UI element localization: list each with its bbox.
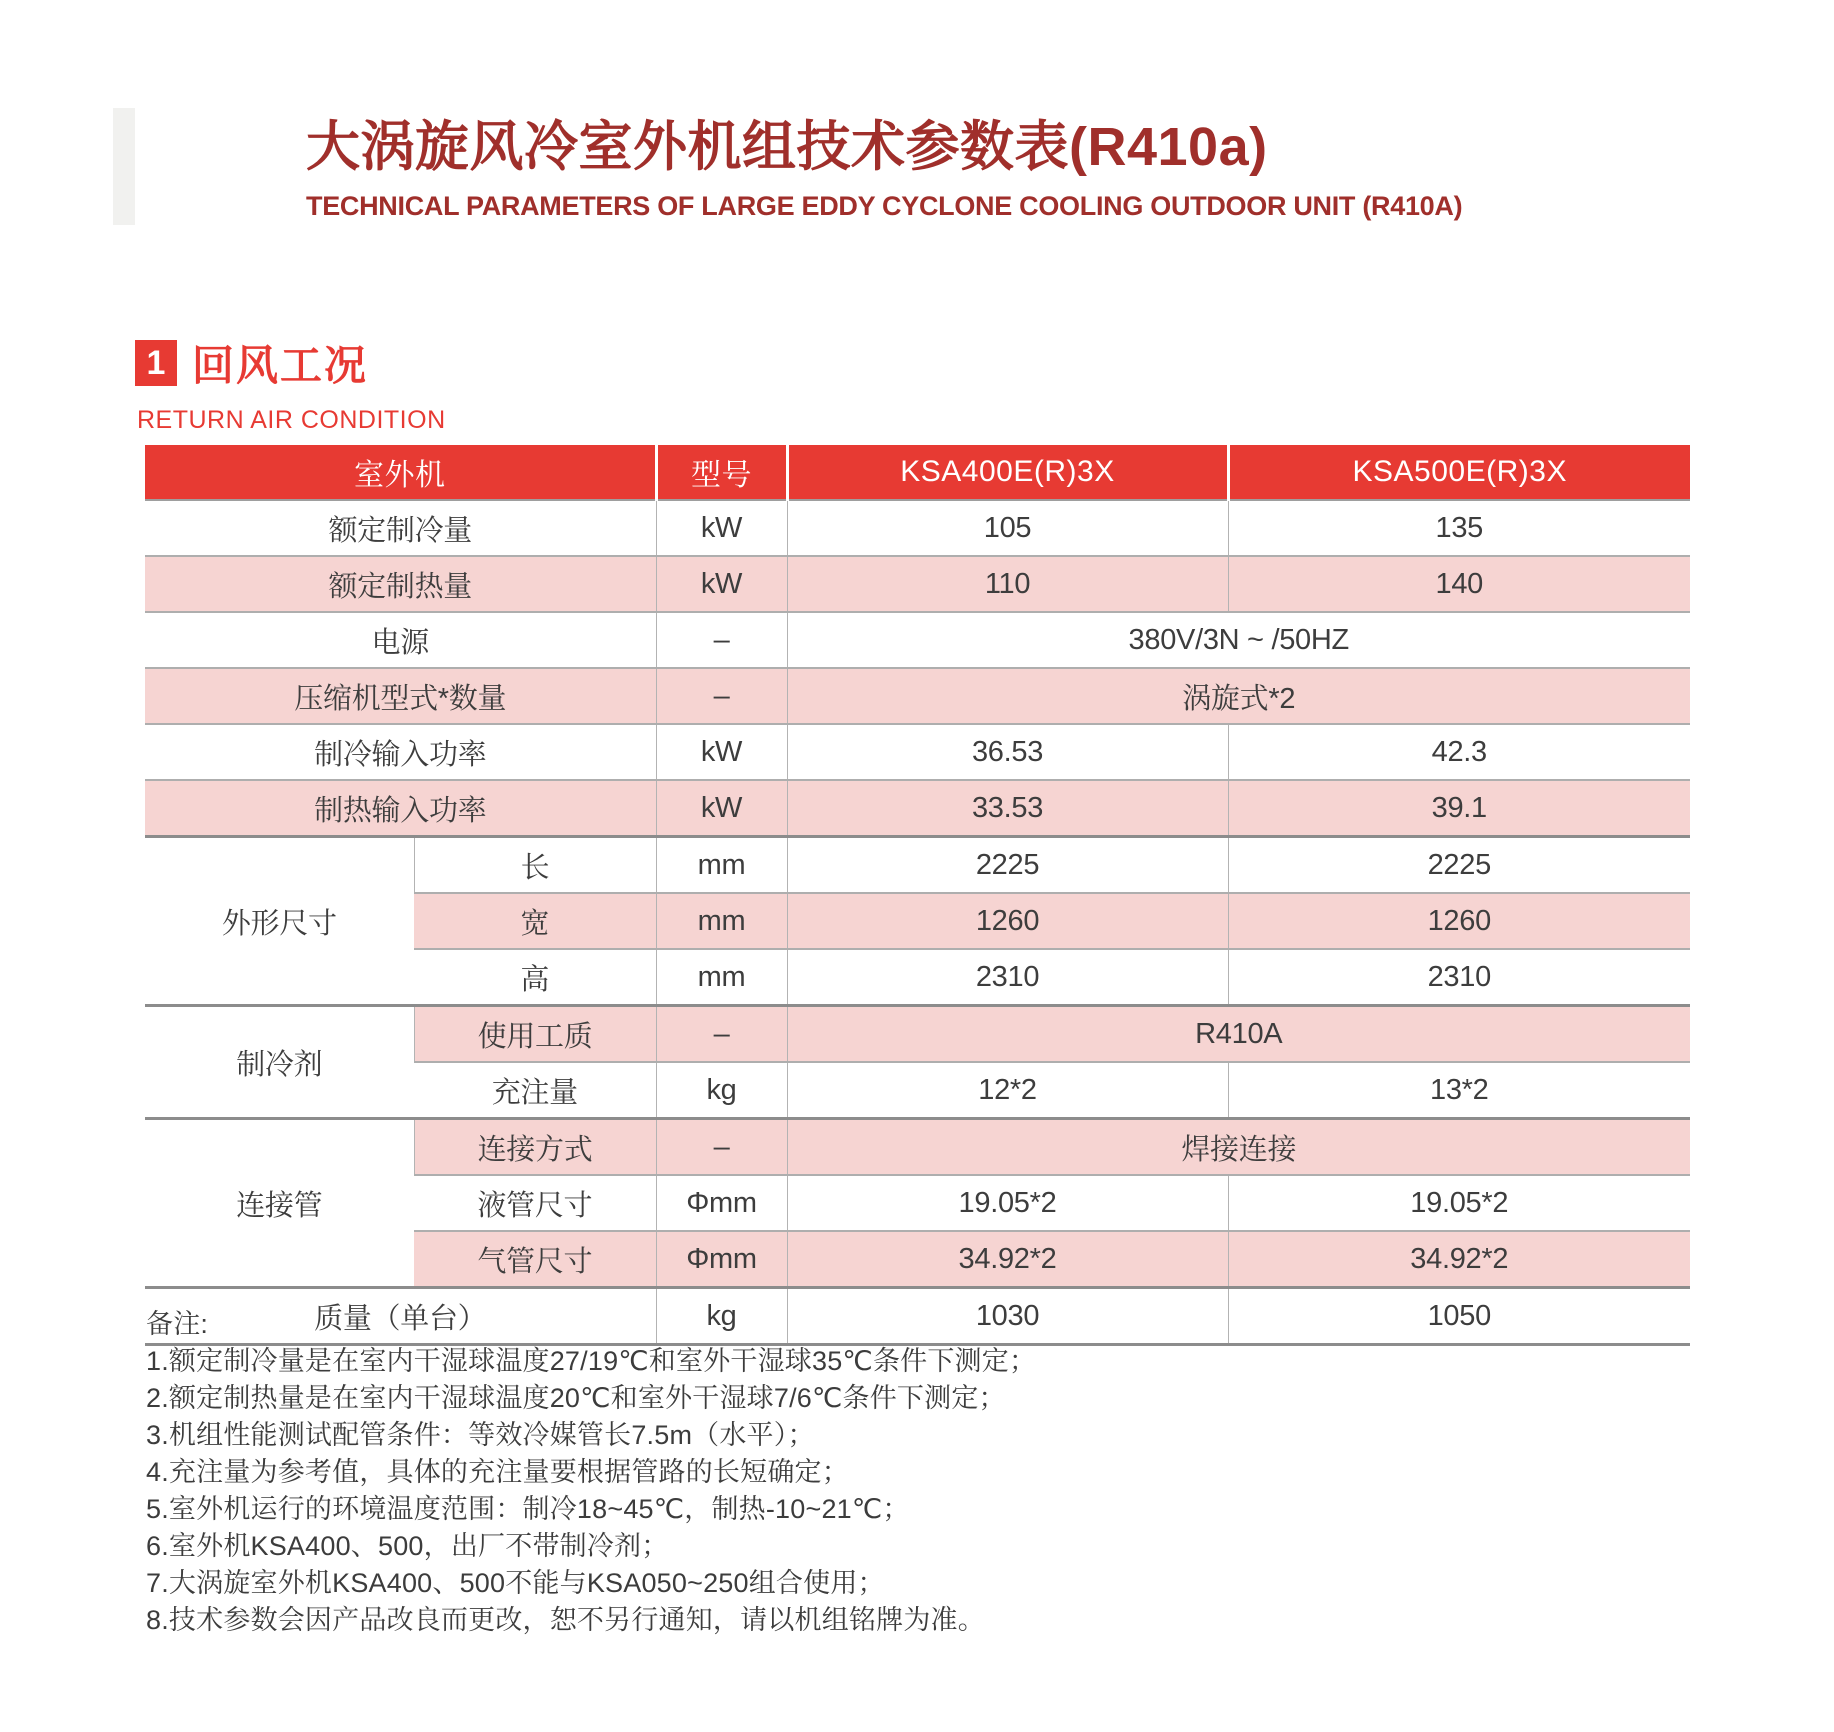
table-cell: 1030 [787, 1288, 1228, 1345]
table-cell: 33.53 [787, 780, 1228, 837]
table-cell: mm [656, 837, 787, 894]
table-header-cell: KSA500E(R)3X [1228, 445, 1690, 500]
table-cell: 涡旋式*2 [787, 668, 1690, 724]
table-cell: 19.05*2 [1228, 1175, 1690, 1231]
table-cell: kW [656, 500, 787, 556]
table-cell: R410A [787, 1006, 1690, 1063]
page-header [306, 116, 1462, 222]
table-cell: – [656, 612, 787, 668]
table-cell: 气管尺寸 [414, 1231, 656, 1288]
note-line: 2.额定制热量是在室内干湿球温度20℃和室外干湿球7/6℃条件下测定； [146, 1383, 1006, 1413]
table-cell: 额定制热量 [145, 556, 656, 612]
table-row [145, 1119, 1690, 1176]
table-group-cell: 制冷剂 [145, 1006, 414, 1119]
table-row [145, 837, 1690, 894]
table-cell: 1260 [1228, 893, 1690, 949]
note-line: 3.机组性能测试配管条件：等效冷媒管长7.5m（水平）； [146, 1420, 815, 1450]
table-cell: 34.92*2 [787, 1231, 1228, 1288]
table-cell: kW [656, 556, 787, 612]
table-cell: 充注量 [414, 1062, 656, 1119]
table-group-cell: 连接管 [145, 1119, 414, 1288]
table-cell: 19.05*2 [787, 1175, 1228, 1231]
table-cell: kW [656, 780, 787, 837]
table-cell: 140 [1228, 556, 1690, 612]
table-cell: 1260 [787, 893, 1228, 949]
table-group-cell: 外形尺寸 [145, 837, 414, 1006]
table-cell: 液管尺寸 [414, 1175, 656, 1231]
table-cell: 2225 [1228, 837, 1690, 894]
table-cell: kg [656, 1288, 787, 1345]
page-subtitle: TECHNICAL PARAMETERS OF LARGE EDDY CYCLONE COOLING OUTDOOR UNIT (R410A) [306, 191, 1463, 221]
table-cell: 压缩机型式*数量 [145, 668, 656, 724]
note-line: 4.充注量为参考值，具体的充注量要根据管路的长短确定； [146, 1457, 849, 1487]
spec-table-body [145, 500, 1690, 1345]
note-line: 1.额定制冷量是在室内干湿球温度27/19℃和室外干湿球35℃条件下测定； [146, 1346, 1037, 1376]
table-cell: 13*2 [1228, 1062, 1690, 1119]
section-subtitle: RETURN AIR CONDITION [137, 406, 446, 434]
table-cell: 110 [787, 556, 1228, 612]
table-header-cell: KSA400E(R)3X [787, 445, 1228, 500]
table-cell: – [656, 1006, 787, 1063]
table-cell: Φmm [656, 1175, 787, 1231]
note-line: 6.室外机KSA400、500，出厂不带制冷剂； [146, 1531, 669, 1561]
table-cell: 135 [1228, 500, 1690, 556]
table-cell: 高 [414, 949, 656, 1006]
table-cell: kW [656, 724, 787, 780]
table-cell: 制热输入功率 [145, 780, 656, 837]
table-header-row [145, 445, 1690, 500]
table-cell: 380V/3N ~ /50HZ [787, 612, 1690, 668]
table-cell: 宽 [414, 893, 656, 949]
table-cell: 36.53 [787, 724, 1228, 780]
table-cell: Φmm [656, 1231, 787, 1288]
scan-artifact-bar [113, 108, 135, 225]
table-cell: 1050 [1228, 1288, 1690, 1345]
table-cell: 2310 [1228, 949, 1690, 1006]
table-cell: 连接方式 [414, 1119, 656, 1176]
table-cell: 2225 [787, 837, 1228, 894]
table-row [145, 500, 1690, 556]
table-cell: 电源 [145, 612, 656, 668]
table-row [145, 724, 1690, 780]
table-cell: 2310 [787, 949, 1228, 1006]
section-title: 回风工况 [192, 342, 369, 389]
table-header-cell: 型号 [656, 445, 787, 500]
notes-label: 备注: [146, 1309, 209, 1339]
table-header-cell: 室外机 [145, 445, 656, 500]
section-number-badge: 1 [135, 340, 177, 386]
table-cell: mm [656, 893, 787, 949]
table-cell: 12*2 [787, 1062, 1228, 1119]
table-cell: 34.92*2 [1228, 1231, 1690, 1288]
table-row [145, 556, 1690, 612]
table-cell: 质量（单台） [145, 1288, 656, 1345]
table-row [145, 1006, 1690, 1063]
table-cell: mm [656, 949, 787, 1006]
notes [146, 1306, 1036, 1639]
note-line: 7.大涡旋室外机KSA400、500不能与KSA050~250组合使用； [146, 1568, 885, 1598]
table-cell: – [656, 1119, 787, 1176]
page-title: 大涡旋风冷室外机组技术参数表(R410a) [306, 117, 1268, 177]
table-cell: 39.1 [1228, 780, 1690, 837]
spec-table-head [145, 445, 1690, 500]
table-cell: kg [656, 1062, 787, 1119]
spec-table [145, 445, 1690, 1346]
table-cell: 焊接连接 [787, 1119, 1690, 1176]
table-cell: 额定制冷量 [145, 500, 656, 556]
table-cell: 42.3 [1228, 724, 1690, 780]
note-line: 5.室外机运行的环境温度范围：制冷18~45℃，制热-10~21℃； [146, 1494, 910, 1524]
table-row [145, 612, 1690, 668]
table-cell: 105 [787, 500, 1228, 556]
table-cell: 使用工质 [414, 1006, 656, 1063]
table-cell: 制冷输入功率 [145, 724, 656, 780]
section-header [135, 333, 446, 435]
table-row [145, 780, 1690, 837]
table-cell: – [656, 668, 787, 724]
table-cell: 长 [414, 837, 656, 894]
table-row [145, 668, 1690, 724]
note-line: 8.技术参数会因产品改良而更改，恕不另行通知，请以机组铭牌为准。 [146, 1605, 985, 1635]
